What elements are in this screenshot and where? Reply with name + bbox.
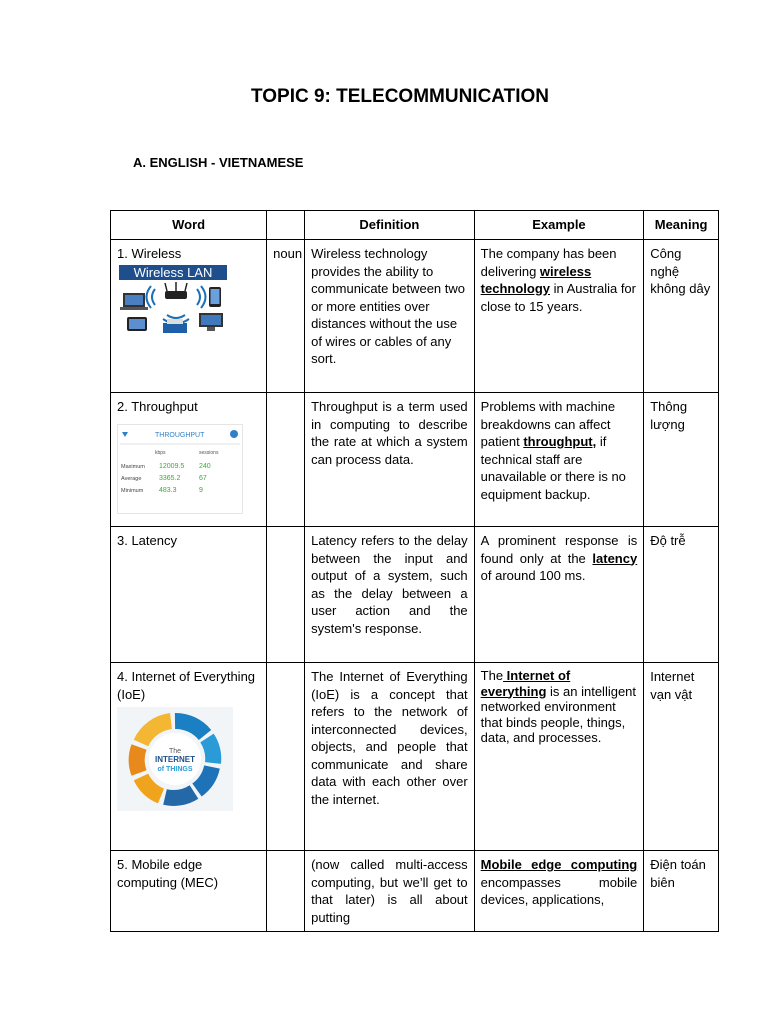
meaning-cell: Thông lượng <box>644 393 719 527</box>
header-word: Word <box>111 211 267 240</box>
definition-cell: Latency refers to the delay between the input and output of a system, such as the delay between a user action and the system's response. <box>305 527 475 663</box>
example-keyword: Internet of everything <box>480 668 571 699</box>
meaning-cell: Độ trễ <box>644 527 719 663</box>
help-icon <box>230 430 238 438</box>
svg-text:Minimum: Minimum <box>121 487 144 494</box>
word-cell <box>111 527 267 663</box>
word-cell <box>111 663 267 851</box>
word-cell <box>111 240 267 393</box>
example-cell: A prominent response is found only at the latency of around 100 ms. <box>474 527 644 663</box>
table-row <box>111 527 719 663</box>
word-cell <box>111 851 267 932</box>
table-row <box>111 663 719 851</box>
meaning-cell: Điện toán biên <box>644 851 719 932</box>
table-row <box>111 393 719 527</box>
header-example: Example <box>474 211 644 240</box>
type-cell: noun <box>267 240 305 393</box>
type-cell <box>267 851 305 932</box>
type-cell <box>267 663 305 851</box>
type-cell <box>267 527 305 663</box>
definition-cell: Wireless technology provides the ability to communicate between two or more entities over distances without the use of wires or cables of any sort. <box>305 240 475 393</box>
svg-text:12009.5: 12009.5 <box>159 462 185 470</box>
svg-text:67: 67 <box>199 474 207 482</box>
meaning-cell: Internet vạn vật <box>644 663 719 851</box>
svg-text:Average: Average <box>121 475 142 482</box>
word-text: 5. Mobile edge computing (MEC) <box>117 857 219 890</box>
example-keyword: wireless technology <box>480 263 592 296</box>
header-type <box>267 211 305 240</box>
tablet-icon <box>127 317 147 331</box>
meaning-cell: Công nghệ không dây <box>644 240 719 393</box>
svg-text:240: 240 <box>199 462 211 470</box>
wireless-lan-label: Wireless LAN <box>133 264 213 280</box>
word-text: 3. Latency <box>117 533 177 548</box>
svg-text:483.3: 483.3 <box>159 486 177 494</box>
throughput-panel-image <box>117 424 243 514</box>
definition-cell: Throughput is a term used in computing to describe the rate at which a system can process data. <box>305 393 475 527</box>
example-keyword: throughput, <box>523 434 597 449</box>
svg-text:3365.2: 3365.2 <box>159 474 181 482</box>
svg-text:9: 9 <box>199 486 203 494</box>
example-cell: The Internet of everything is an intelligent networked environment that binds people, things, data, and processes. <box>474 663 644 851</box>
table-row <box>111 851 719 932</box>
table-header-row <box>111 211 719 240</box>
svg-text:Maximum: Maximum <box>121 463 145 470</box>
word-text: 1. Wireless <box>117 246 182 261</box>
example-cell: Problems with machine breakdowns can affect patient throughput, if technical staff are unavailable or there is no equipment backup. <box>474 393 644 527</box>
example-cell: The company has been delivering wireless technology in Australia for close to 15 years. <box>474 240 644 393</box>
svg-text:The: The <box>168 748 182 755</box>
example-keyword: latency <box>592 550 638 566</box>
svg-text:kbps: kbps <box>155 449 166 456</box>
table-row <box>111 240 719 393</box>
router-icon <box>165 282 187 299</box>
page-title: TOPIC 9: TELECOMMUNICATION <box>250 86 550 107</box>
example-keyword: Mobile edge computing <box>480 857 638 872</box>
header-meaning: Meaning <box>644 211 719 240</box>
internet-of-things-wheel-image <box>117 707 233 811</box>
vocabulary-table <box>110 210 719 932</box>
example-cell: Mobile edge computing encompasses mobile devices, applications, <box>474 851 644 932</box>
type-cell <box>267 393 305 527</box>
header-definition: Definition <box>305 211 475 240</box>
desktop-icon <box>199 313 223 331</box>
section-heading: A. ENGLISH - VIETNAMESE <box>133 155 304 170</box>
word-text: 2. Throughput <box>117 399 198 414</box>
word-cell <box>111 393 267 527</box>
wireless-lan-illustration <box>117 265 229 335</box>
phone-icon <box>209 287 221 307</box>
laptop-icon <box>120 293 148 310</box>
svg-text:INTERNET: INTERNET <box>155 755 195 764</box>
definition-cell: (now called multi-access computing, but we’ll get to that later) is all about putting <box>305 851 475 932</box>
word-text: 4. Internet of Everything (IoE) <box>117 669 256 702</box>
svg-text:THROUGHPUT: THROUGHPUT <box>155 431 205 439</box>
svg-text:of THINGS: of THINGS <box>157 766 193 773</box>
svg-text:sessions: sessions <box>199 449 219 456</box>
definition-cell: The Internet of Everything (IoE) is a concept that refers to the network of interconnected devices, objects, and people that communicate and share data with each other over the internet. <box>305 663 475 851</box>
